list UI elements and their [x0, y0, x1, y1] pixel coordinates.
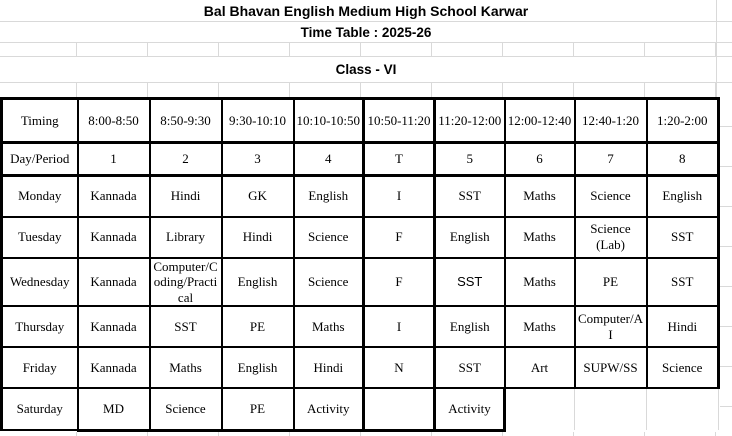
timetable-cell: Computer/Coding/Practical	[150, 258, 222, 307]
timetable-cell: Kannada	[78, 258, 150, 307]
timetable-row-monday	[2, 176, 719, 217]
timetable-cell: Maths	[505, 176, 575, 217]
timetable-cell: Computer/AI	[575, 306, 647, 347]
day-period-header-row	[2, 143, 719, 176]
class-title: Class - VI	[335, 62, 397, 77]
timetable-subtitle-row	[0, 22, 732, 43]
timetable-cell: MD	[78, 388, 150, 430]
timetable-row-tuesday	[2, 217, 719, 258]
day-label-thursday: Thursday	[2, 306, 78, 347]
timetable-cell: English	[647, 176, 719, 217]
timetable-cell: English	[222, 258, 294, 307]
timetable	[0, 97, 720, 432]
timetable-cell: Library	[150, 217, 222, 258]
timetable-cell: Kannada	[78, 217, 150, 258]
timetable-cell: English	[294, 176, 364, 217]
tiffin-letter-i: I	[364, 176, 435, 217]
sheet-gridline-vertical	[716, 0, 717, 97]
period-number-7: 7	[575, 143, 647, 176]
school-title: Bal Bhavan English Medium High School Karwar	[203, 2, 529, 19]
period-number-8: 8	[647, 143, 719, 176]
timing-period-7: 12:40-1:20	[575, 99, 647, 143]
day-period-label: Day/Period	[2, 143, 78, 176]
timetable-row-thursday	[2, 306, 719, 347]
timing-period-8: 1:20-2:00	[647, 99, 719, 143]
timing-tiffin: 10:50-11:20	[364, 99, 435, 143]
timetable-cell: Science	[294, 217, 364, 258]
timing-label: Timing	[2, 99, 78, 143]
timetable-cell: Maths	[294, 306, 364, 347]
timetable-cell: Science (Lab)	[575, 217, 647, 258]
timetable-cell: Maths	[505, 217, 575, 258]
timetable-cell: PE	[575, 258, 647, 307]
timing-period-2: 8:50-9:30	[150, 99, 222, 143]
school-title-row	[0, 0, 732, 22]
timing-period-6: 12:00-12:40	[505, 99, 575, 143]
period-number-2: 2	[150, 143, 222, 176]
timetable-cell: English	[435, 217, 505, 258]
empty-sheet-cell	[505, 388, 575, 430]
tiffin-letter-f: F	[364, 217, 435, 258]
timetable-cell: Hindi	[150, 176, 222, 217]
timetable-cell: Maths	[150, 347, 222, 388]
empty-sheet-cell	[647, 388, 719, 430]
period-number-1: 1	[78, 143, 150, 176]
timetable-cell: Kannada	[78, 347, 150, 388]
timetable-cell: GK	[222, 176, 294, 217]
timetable-cell: English	[222, 347, 294, 388]
timetable-cell: Activity	[435, 388, 505, 430]
day-label-monday: Monday	[2, 176, 78, 217]
day-label-wednesday: Wednesday	[2, 258, 78, 307]
timetable-cell: Science	[294, 258, 364, 307]
timetable-cell: Maths	[505, 258, 575, 307]
tiffin-empty-cell	[364, 388, 435, 430]
day-label-friday: Friday	[2, 347, 78, 388]
timetable-cell: Science	[575, 176, 647, 217]
timing-period-4: 10:10-10:50	[294, 99, 364, 143]
empty-sheet-cell	[575, 388, 647, 430]
timetable-cell: SST	[435, 347, 505, 388]
tiffin-letter-n: N	[364, 347, 435, 388]
class-title-row	[0, 57, 732, 83]
period-number-6: 6	[505, 143, 575, 176]
tiffin-letter-i: I	[364, 306, 435, 347]
period-number-4: 4	[294, 143, 364, 176]
timetable-cell: SST	[647, 217, 719, 258]
timetable-cell: Art	[505, 347, 575, 388]
timetable-cell: SST	[435, 176, 505, 217]
timetable-cell: Hindi	[294, 347, 364, 388]
tiffin-letter-f: F	[364, 258, 435, 307]
timetable-cell: Kannada	[78, 176, 150, 217]
timing-period-1: 8:00-8:50	[78, 99, 150, 143]
sheet-gridline-strip	[0, 43, 732, 57]
tiffin-letter-t: T	[364, 143, 435, 176]
timetable-row-saturday	[2, 388, 719, 430]
timetable-cell: PE	[222, 306, 294, 347]
timetable-cell: Hindi	[647, 306, 719, 347]
period-number-3: 3	[222, 143, 294, 176]
timetable-cell: SST	[435, 258, 505, 307]
timing-header-row	[2, 99, 719, 143]
day-label-saturday: Saturday	[2, 388, 78, 430]
sheet-gridline-strip	[0, 83, 732, 97]
timetable-row-wednesday	[2, 258, 719, 307]
timetable-cell: SST	[150, 306, 222, 347]
timetable-row-friday	[2, 347, 719, 388]
timetable-cell: PE	[222, 388, 294, 430]
timing-period-5: 11:20-12:00	[435, 99, 505, 143]
timetable-cell: English	[435, 306, 505, 347]
timetable-cell: Maths	[505, 306, 575, 347]
timetable-cell: Hindi	[222, 217, 294, 258]
timetable-cell: Science	[150, 388, 222, 430]
timetable-cell: SST	[647, 258, 719, 307]
day-label-tuesday: Tuesday	[2, 217, 78, 258]
timetable-cell: Science	[647, 347, 719, 388]
timing-period-3: 9:30-10:10	[222, 99, 294, 143]
timetable-cell: Activity	[294, 388, 364, 430]
period-number-5: 5	[435, 143, 505, 176]
timetable-subtitle: Time Table : 2025-26	[300, 24, 432, 40]
timetable-cell: SUPW/SS	[575, 347, 647, 388]
timetable-cell: Kannada	[78, 306, 150, 347]
